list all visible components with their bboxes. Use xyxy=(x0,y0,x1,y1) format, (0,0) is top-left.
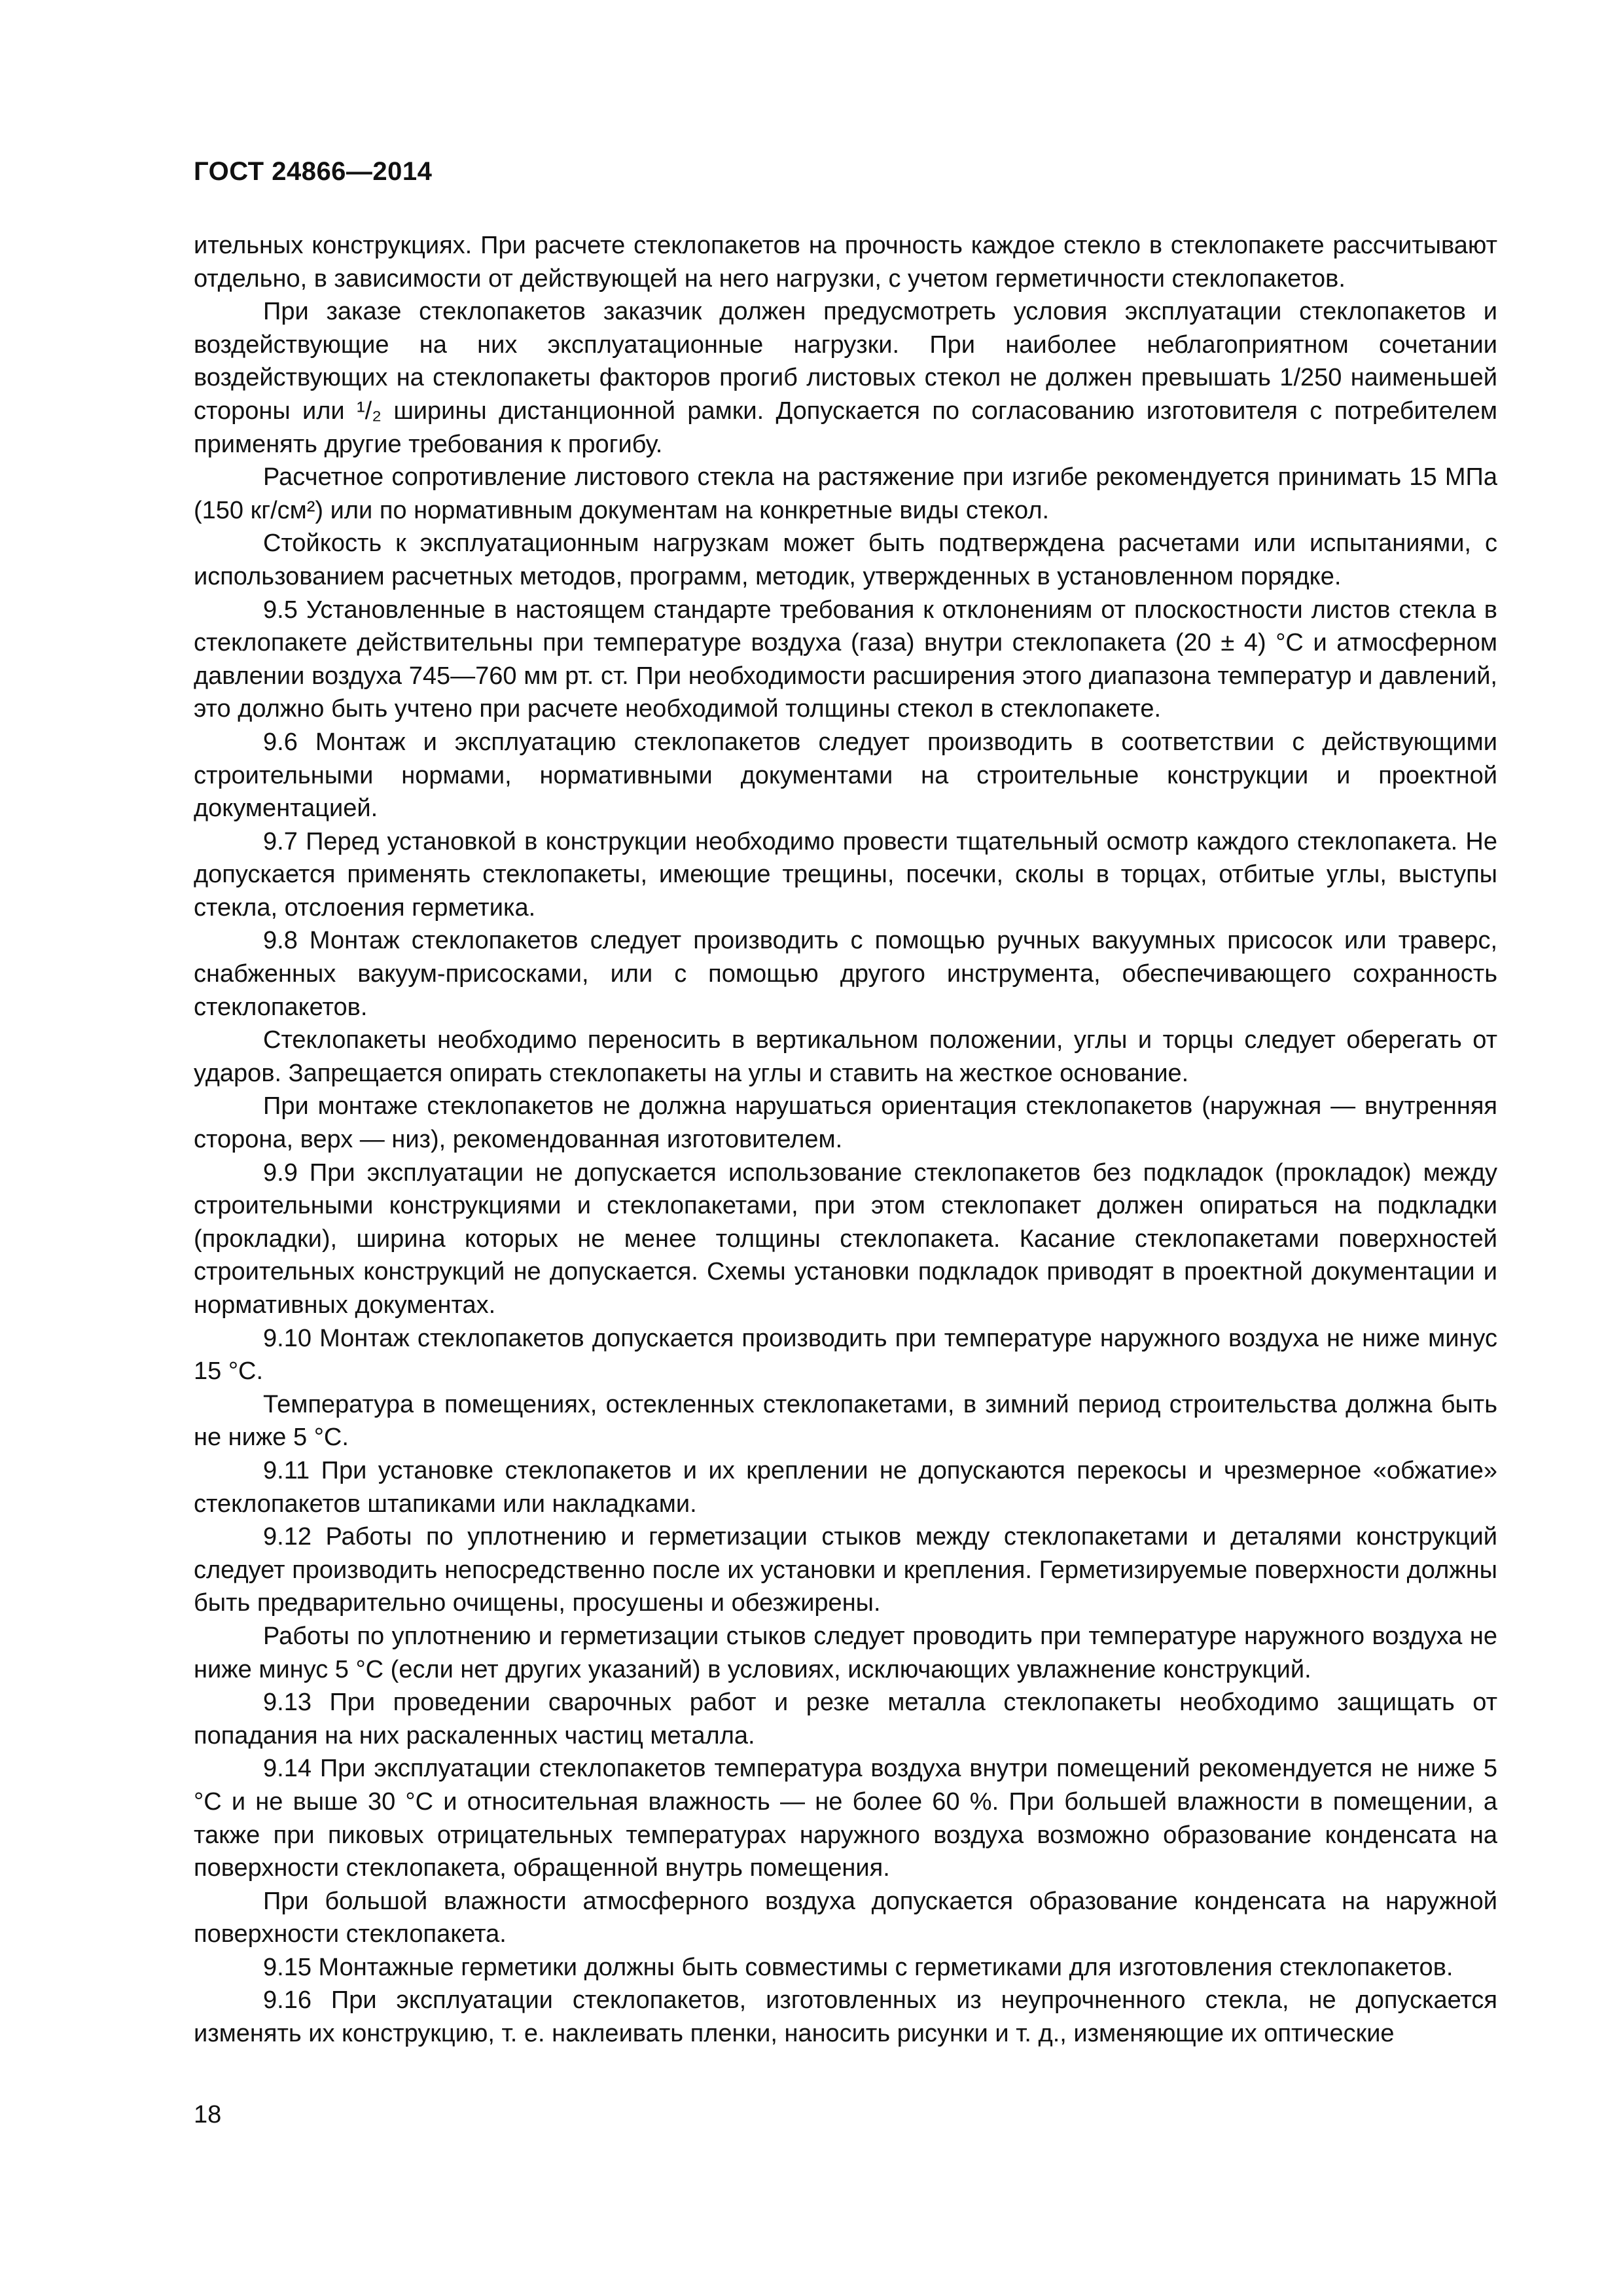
page-number: 18 xyxy=(194,2101,222,2128)
paragraph: Расчетное сопротивление листового стекла на растяжение при изгибе рекомендуется принимать 15 МПа (150 кг/см²) или по нормативным документам на конкретные виды стекол. xyxy=(194,463,1497,524)
paragraph-9-6: 9.6 Монтаж и эксплуатацию стеклопакетов следует производить в соответствии с действующими строительными нормами, нормативными документами на строительные конструкции и проектной документацией. xyxy=(194,728,1497,823)
paragraph: Температура в помещениях, остекленных стеклопакетами, в зимний период строительства должна быть не ниже 5 °С. xyxy=(194,1390,1497,1452)
paragraph-9-5: 9.5 Установленные в настоящем стандарте требования к отклонениям от плоскостности листов стекла в стеклопакете действительны при температуре воздуха (газа) внутри стеклопакета (20 ± 4) °С и атмосферном давлении воздуха 745—760 мм рт. ст. При необходимости расширения этого диапазона температур и давлений, это должно быть учтено при расчете необходимой толщины стекол в стеклопакете. xyxy=(194,596,1497,723)
document-header: ГОСТ 24866—2014 xyxy=(194,157,433,186)
paragraph-9-9: 9.9 При эксплуатации не допускается использование стеклопакетов без подкладок (прокладок) между строительными конструкциями и стеклопакетами, при этом стеклопакет должен опираться на подкладки (прокладки), ширина которых не менее толщины стеклопакета. Касание стеклопакетами поверхностей строительных конструкций не допускается. Схемы установки подкладок приводят в проектной документации и нормативных документах. xyxy=(194,1158,1497,1319)
paragraph: При монтаже стеклопакетов не должна нарушаться ориентация стеклопакетов (наружная — внутренняя сторона, верх — низ), рекомендованная изготовителем. xyxy=(194,1092,1497,1154)
paragraph-9-8: 9.8 Монтаж стеклопакетов следует производить с помощью ручных вакуумных присосок или траверс, снабженных вакуум-присосками, или с помощью другого инструмента, обеспечивающего сохранность стеклопакетов. xyxy=(194,927,1497,1021)
paragraph: Стеклопакеты необходимо переносить в вертикальном положении, углы и торцы следует оберегать от ударов. Запрещается опирать стеклопакеты на углы и ставить на жесткое основание. xyxy=(194,1026,1497,1087)
paragraph: Стойкость к эксплуатационным нагрузкам может быть подтверждена расчетами или испытаниями, с использованием расчетных методов, программ, методик, утвержденных в установленном порядке. xyxy=(194,529,1497,590)
paragraph-9-15: 9.15 Монтажные герметики должны быть совместимы с герметиками для изготовления стеклопакетов. xyxy=(263,1953,1454,1981)
paragraph-9-16: 9.16 При эксплуатации стеклопакетов, изготовленных из неупрочненного стекла, не допускается изменять их конструкцию, т. е. наклеивать пленки, наносить рисунки и т. д., изменяющие их оптические xyxy=(194,1986,1497,2048)
paragraph-9-13: 9.13 При проведении сварочных работ и резке металла стеклопакеты необходимо защищать от попадания на них раскаленных частиц металла. xyxy=(194,1689,1497,1749)
paragraph-9-12: 9.12 Работы по уплотнению и герметизации стыков между стеклопакетами и деталями конструкций следует производить непосредственно после их установки и крепления. Герметизируемые поверхности должны быть предварительно очищены, просушены и обезжирены. xyxy=(194,1523,1497,1617)
paragraph: При большой влажности атмосферного воздуха допускается образование конденсата на наружной поверхности стеклопакета. xyxy=(194,1887,1497,1948)
paragraph-continuation: ительных конструкциях. При расчете стеклопакетов на прочность каждое стекло в стеклопакете рассчитывают отдельно, в зависимости от действующей на него нагрузки, с учетом герметичности стеклопакетов. xyxy=(194,232,1497,293)
paragraph: При заказе стеклопакетов заказчик должен предусмотреть условия эксплуатации стеклопакетов и воздействующие на них эксплуатационные нагрузки. При наиболее неблагоприятном сочетании воздействующих на стеклопакеты факторов прогиб листовых стекол не должен превышать 1/250 наименьшей стороны или ¹/₂ ширины дистанционной рамки. Допускается по согласованию изготовителя с потребителем применять другие требования к прогибу. xyxy=(194,298,1497,458)
paragraph-9-14: 9.14 При эксплуатации стеклопакетов температура воздуха внутри помещений рекомендуется не ниже 5 °С и не выше 30 °С и относительная влажность — не более 60 %. При большей влажности в помещении, а также при пиковых отрицательных температурах наружного воздуха возможно образование конденсата на поверхности стеклопакета, обращенной внутрь помещения. xyxy=(194,1755,1497,1882)
paragraph-9-7: 9.7 Перед установкой в конструкции необходимо провести тщательный осмотр каждого стеклопакета. Не допускается применять стеклопакеты, имеющие трещины, посечки, сколы в торцах, отбитые углы, выступы стекла, отслоения герметика. xyxy=(194,827,1497,922)
paragraph: Работы по уплотнению и герметизации стыков следует проводить при температуре наружного воздуха не ниже минус 5 °С (если нет других указаний) в условиях, исключающих увлажнение конструкций. xyxy=(194,1622,1497,1683)
paragraph-9-10: 9.10 Монтаж стеклопакетов допускается производить при температуре наружного воздуха не ниже минус 15 °С. xyxy=(194,1324,1497,1386)
paragraph-9-11: 9.11 При установке стеклопакетов и их креплении не допускаются перекосы и чрезмерное «обжатие» стеклопакетов штапиками или накладками. xyxy=(194,1456,1497,1518)
document-body xyxy=(194,229,1497,2051)
